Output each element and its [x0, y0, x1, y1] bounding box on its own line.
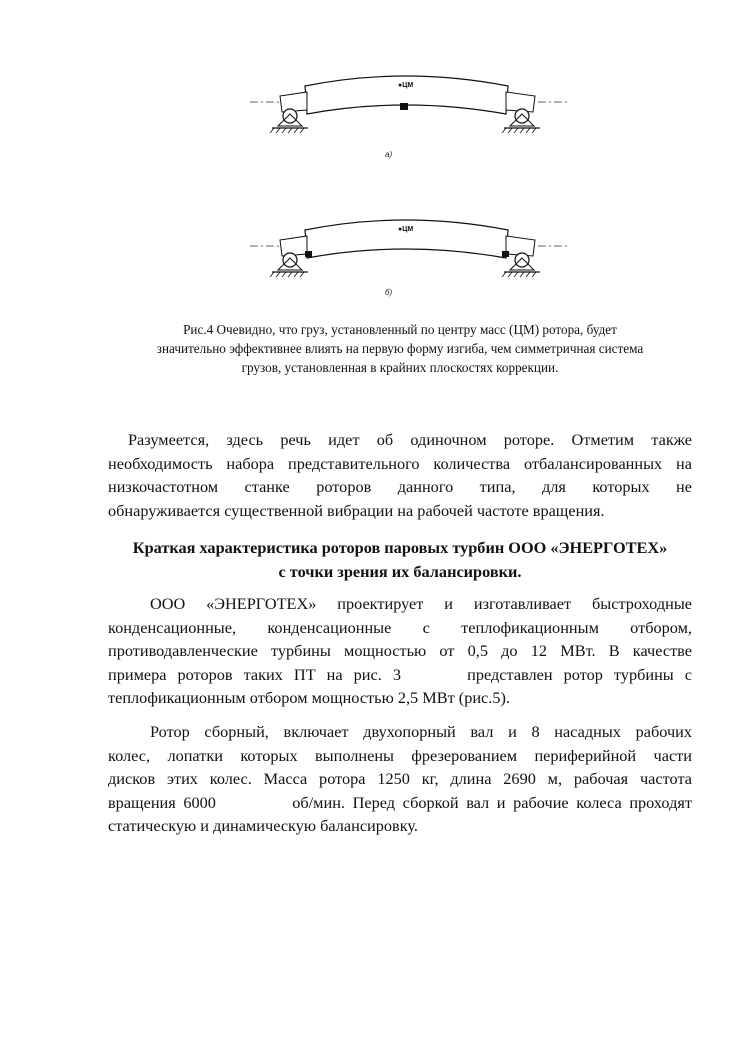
figure-b [250, 212, 570, 292]
center-of-mass-label-a: ●ЦМ [398, 82, 414, 89]
text-line: Разумеется, здесь речь идет об одиночном роторе. Отметим также [128, 430, 692, 449]
figure-a [250, 68, 570, 148]
text-line: необходимость набора представительного количества отбалансированных на [108, 453, 692, 473]
caption-line: грузов, установленная в крайних плоскостях коррекции. [241, 360, 559, 375]
text-line: теплофикационным отбором мощностью 2,5 МВт (рис.5). [108, 688, 510, 708]
text-line: колес, лопатки которых выполнены фрезерованием периферийной части [108, 745, 692, 765]
text-line: низкочастотном станке роторов данного типа, для которых не [108, 477, 692, 497]
text-line: статическую и динамическую балансировку. [108, 816, 418, 836]
text-line: противодавленческие турбины мощностью от 0,5 до 12 МВт. В качестве [108, 641, 692, 661]
caption-line: Рис.4 Очевидно, что груз, установленный по центру масс (ЦМ) ротора, будет [183, 322, 617, 337]
center-of-mass-label-b: ●ЦМ [398, 226, 414, 233]
text-line: обнаруживается существенной вибрации на рабочей частоте вращения. [108, 500, 605, 520]
text-line: ООО «ЭНЕРГОТЕХ» проектирует и изготавливает быстроходные [150, 594, 692, 613]
paragraph-1 [108, 428, 692, 522]
figure-a-label: а) [385, 150, 393, 159]
paragraph-3 [108, 720, 692, 838]
text-line: дисков этих колес. Масса ротора 1250 кг, длина 2690 м, рабочая частота [108, 769, 692, 789]
text-line: примера роторов таких ПТ на рис. 3 представлен ротор турбины с [108, 664, 692, 684]
figure-caption [100, 320, 700, 377]
rotor-diagram-b [250, 212, 570, 292]
figure-b-label: б) [385, 288, 393, 297]
heading-line-2: с точки зрения их балансировки. [278, 561, 522, 581]
text-line: конденсационные, конденсационные с теплофикационным отбором, [108, 617, 692, 637]
section-heading [100, 536, 700, 583]
paragraph-2 [108, 592, 692, 710]
caption-line: значительно эффективнее влиять на первую форму изгиба, чем симметричная система [156, 341, 644, 356]
rotor-diagram-a [250, 68, 570, 148]
text-line: вращения 6000 об/мин. Перед сборкой вал и рабочие колеса проходят [108, 792, 692, 812]
heading-line-1: Краткая характеристика роторов паровых турбин ООО «ЭНЕРГОТЕХ» [132, 538, 668, 557]
text-line: Ротор сборный, включает двухопорный вал и 8 насадных рабочих [150, 722, 692, 741]
